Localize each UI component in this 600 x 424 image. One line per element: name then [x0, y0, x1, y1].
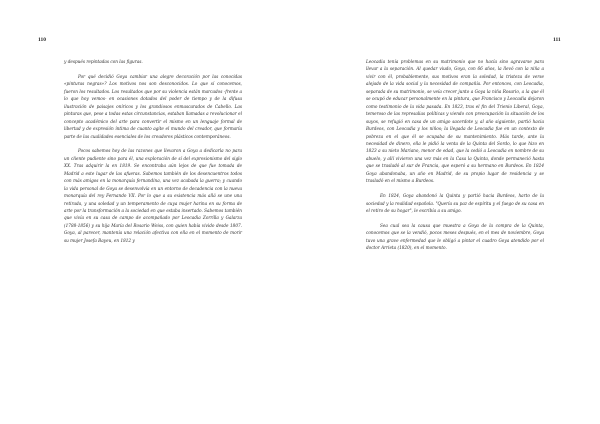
left-page-body	[64, 58, 242, 244]
paragraph: Leocadia tenía problemas en su matrimonio que no hacía sino agravarse para llevar a la separación. Al quedar viudo, Goya, con 66 años, la llevó con la niña a vivir con él, probablemente, sus motivos eran la soledad, la tristeza de verse alejado de la vida social y la necesidad de compañía. Por entonces, con Leocadia, separada de su matrimonio, se veía crecer junto a Goya la niña Rosario, a la que él se ocupó de educar personalmente en la pintura, que Francisco y Leocadia dejaron como testimonio de la vida pasada. En 1823, tras el fin del Trienio Liberal, Goya, temeroso de las represalias políticas y viendo con preocupación la situación de los suyos, se refugió en casa de un amigo sacerdote y, al año siguiente, partió hacia Burdeos, con Leocadia y los niños; la llegada de Leocadia fue en un contexto de pobreza en el que él se ocupaba de su mantenimiento. Más tarde, ante la necesidad de dinero, ella le pidió la venta de la Quinta del Sordo, lo que hizo en 1823 a su nieto Mariano, menor de edad, que la cedió a Leocadia en nombre de su abuelo, y allí vivieron una vez más en la Casa la Quinta, donde permaneció hasta que se trasladó al sur de Francia, que esperó a su hermano en Burdeos. En 1824 Goya abandonaba, un año en Madrid, de su propio lugar de residencia y se trasladó en el mismo a Burdeos.	[366, 59, 544, 184]
right-page-body	[366, 58, 544, 252]
paragraph: Pocos sabemos hoy de las razones que llevaron a Goya a dedicarla no para un cliente pudiente sino para él, una exploración de sí del expresionismo del siglo XX. Tras adquirir la en 1819. Se encontraba aún lejos de que fue tomada de Madrid a este lugar de las afueras. Sabemos también de los desencuentros todos con más amigos en la monarquía fernandina, una vez acabada la guerra; y cuando la vida personal de Goya se desenvolvía en un entorno de decadencia con la nueva monarquía del rey Fernando VII. Por lo que a su existencia más allá se une una retirada, y una soledad y un temperamento de cuya mujer harina en su forma de arte por la transformación a la sociedad en que estaba insertado. Sabemos también que vivía en su casa de campo de acompañado por Leocadia Zorrilla y Galarza (1788-1856) y su hija María del Rosario Weiss, con quien había vivido desde 1807. Goya, al parecer, mantenía una relación afectiva con ella en el momento de morir su mujer Josefa Bayeu, en 1812 y	[64, 148, 242, 243]
paragraph: Sea cual sea la causa que muestra a Goya de la compra de la Quinta, conocemos que se la vendió, pocos meses después, en el mes de noviembre, Goya tuvo una grave enfermedad que le obligó a pintar el cuadro Goya atendido por el doctor Arrieta (1820), en el momento.	[366, 222, 544, 251]
paragraph: Por qué decidió Goya cambiar una alegre decoración por las conocidas «pinturas negras»? Los motivos nos son desconocidos. Lo que sí conocemos, fueron los resultados. Los resultados que por su violencia están marcados -frente a lo que hoy vemos- en ocasiones dotados del poder de tiempo y de la difusa ilustración de paisajes oníricos y los grandiosos enmascarados de Cabello. Las pinturas que, pese a todas estas circunstancias, estaban llamadas a revolucionar el concepto académico del arte para convertir el mismo en un lenguaje formal de libertad y de expresión íntima de cuanto agite el mundo del creador, que formaría parte de las cualidades esenciales de los creadores plásticos contemporáneos.	[64, 73, 242, 139]
paragraph: En 1824, Goya abandonó la Quinta y partió hacia Burdeos, harto de la sociedad y la realidad española. "Quería su paz de espíritu y el fuego de su casa en el retiro de su hogar", le escribía a su amigo.	[366, 193, 544, 214]
left-page-number: 110	[38, 37, 46, 43]
paragraph: y después repintadas con las figuras.	[64, 59, 143, 64]
right-page-number: 111	[553, 37, 561, 43]
